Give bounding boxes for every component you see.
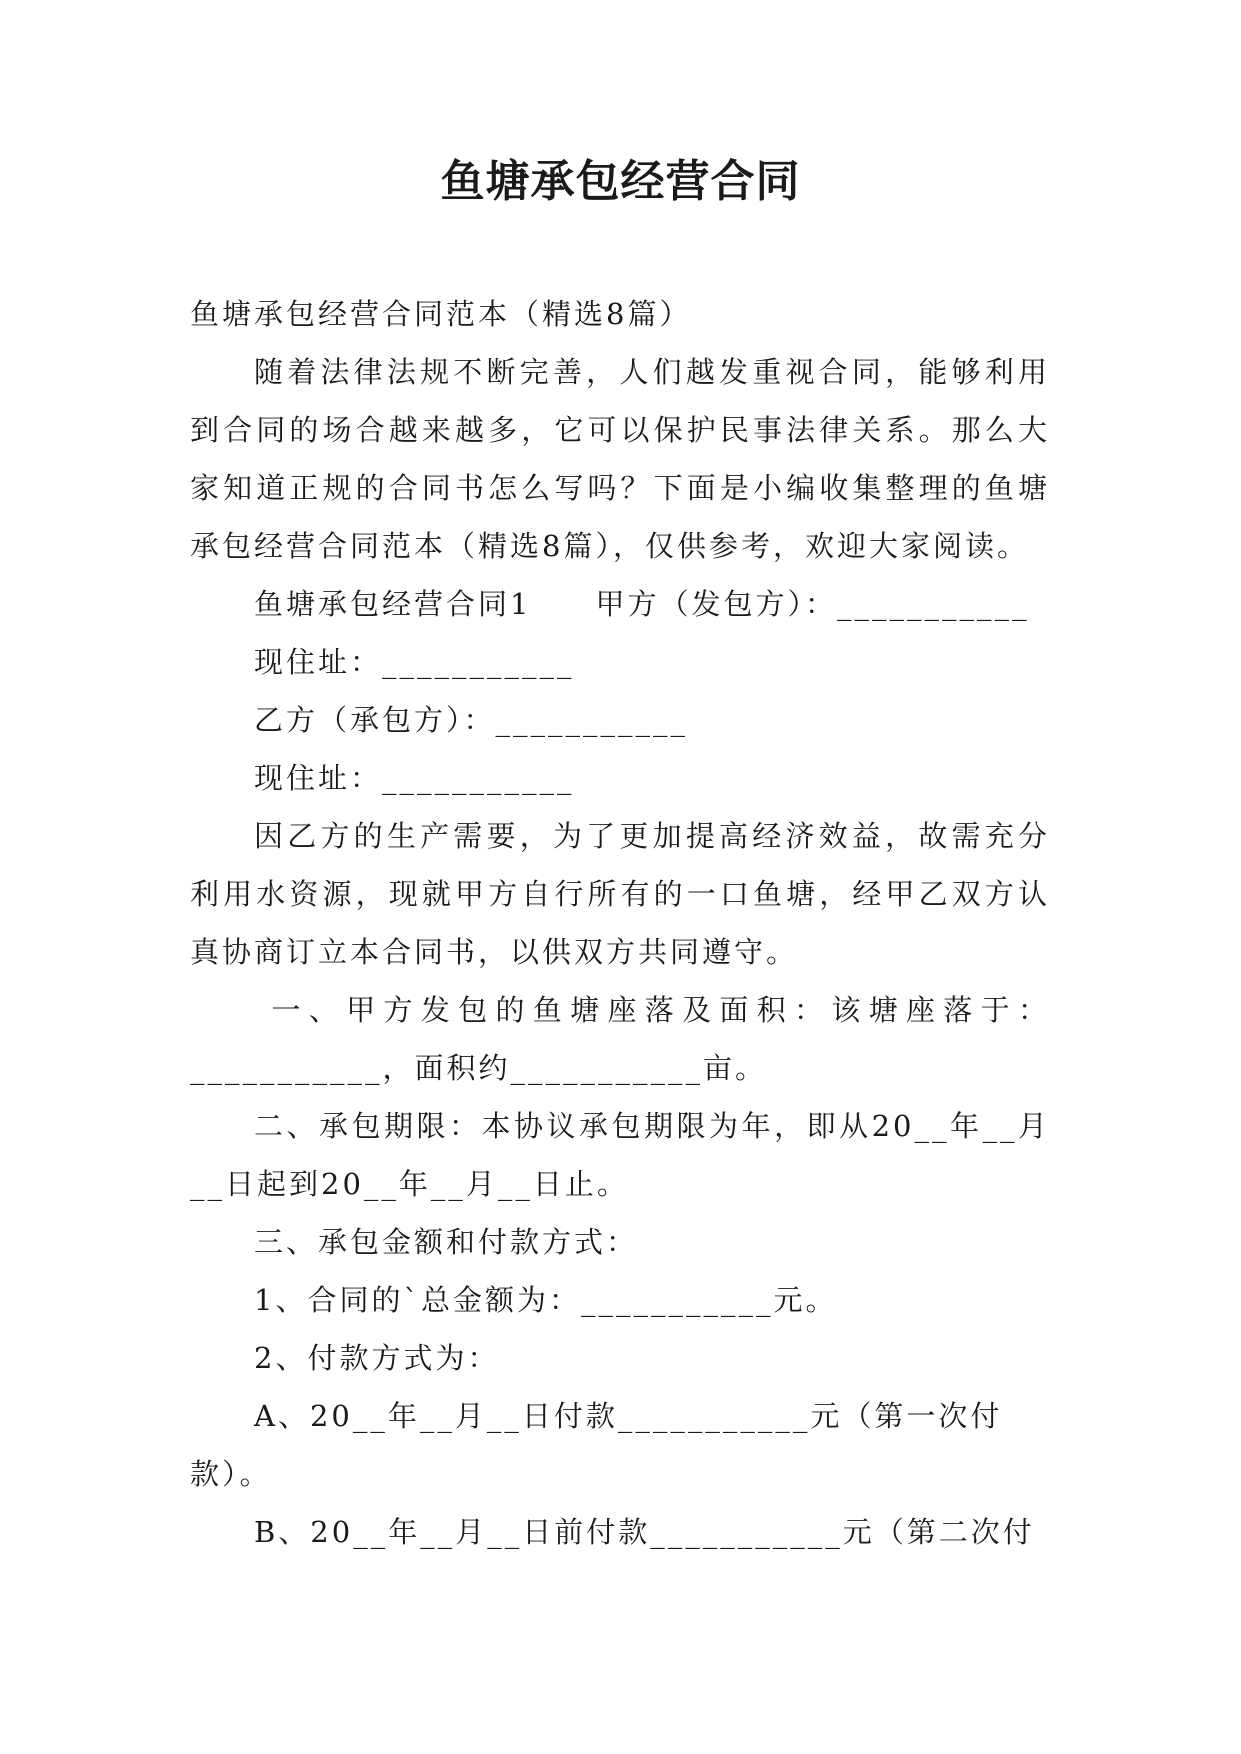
intro-paragraph: 随着法律法规不断完善，人们越发重视合同，能够利用到合同的场合越来越多，它可以保护民事法律关系。那么大家知道正规的合同书怎么写吗？下面是小编收集整理的鱼塘承包经营合同范本（精选8篇），仅供参考，欢迎大家阅读。 bbox=[190, 355, 1050, 563]
purpose-paragraph: 因乙方的生产需要，为了更加提高经济效益，故需充分利用水资源，现就甲方自行所有的一口鱼塘，经甲乙双方认真协商订立本合同书，以供双方共同遵守。 bbox=[190, 819, 1050, 969]
payment-total: 1、合同的`总金额为：___________元。 bbox=[254, 1283, 838, 1317]
clause-three-payment: 三、承包金额和付款方式： bbox=[254, 1225, 639, 1259]
clause-two-term: 二、承包期限：本协议承包期限为年，即从20__年__月__日起到20__年__月__日止。 bbox=[190, 1109, 1050, 1201]
contract-heading-party-a: 鱼塘承包经营合同1 甲方（发包方）：___________ bbox=[254, 587, 1030, 621]
party-a-address: 现住址：___________ bbox=[254, 645, 575, 679]
payment-b: B、20__年__月__日前付款___________元（第二次付 bbox=[254, 1515, 1035, 1549]
party-b-address: 现住址：___________ bbox=[254, 761, 575, 795]
payment-method: 2、付款方式为： bbox=[254, 1341, 500, 1375]
clause-one-location-area: 一、甲方发包的鱼塘座落及面积：该塘座落于：___________，面积约___________亩。 bbox=[190, 993, 1050, 1085]
party-b: 乙方（承包方）：___________ bbox=[254, 703, 689, 737]
document-body bbox=[190, 285, 1050, 1561]
document-title: 鱼塘承包经营合同 bbox=[440, 156, 801, 207]
payment-a: A、20__年__月__日付款___________元（第一次付款）。 bbox=[190, 1399, 1003, 1491]
document-subtitle: 鱼塘承包经营合同范本（精选8篇） bbox=[190, 297, 692, 331]
